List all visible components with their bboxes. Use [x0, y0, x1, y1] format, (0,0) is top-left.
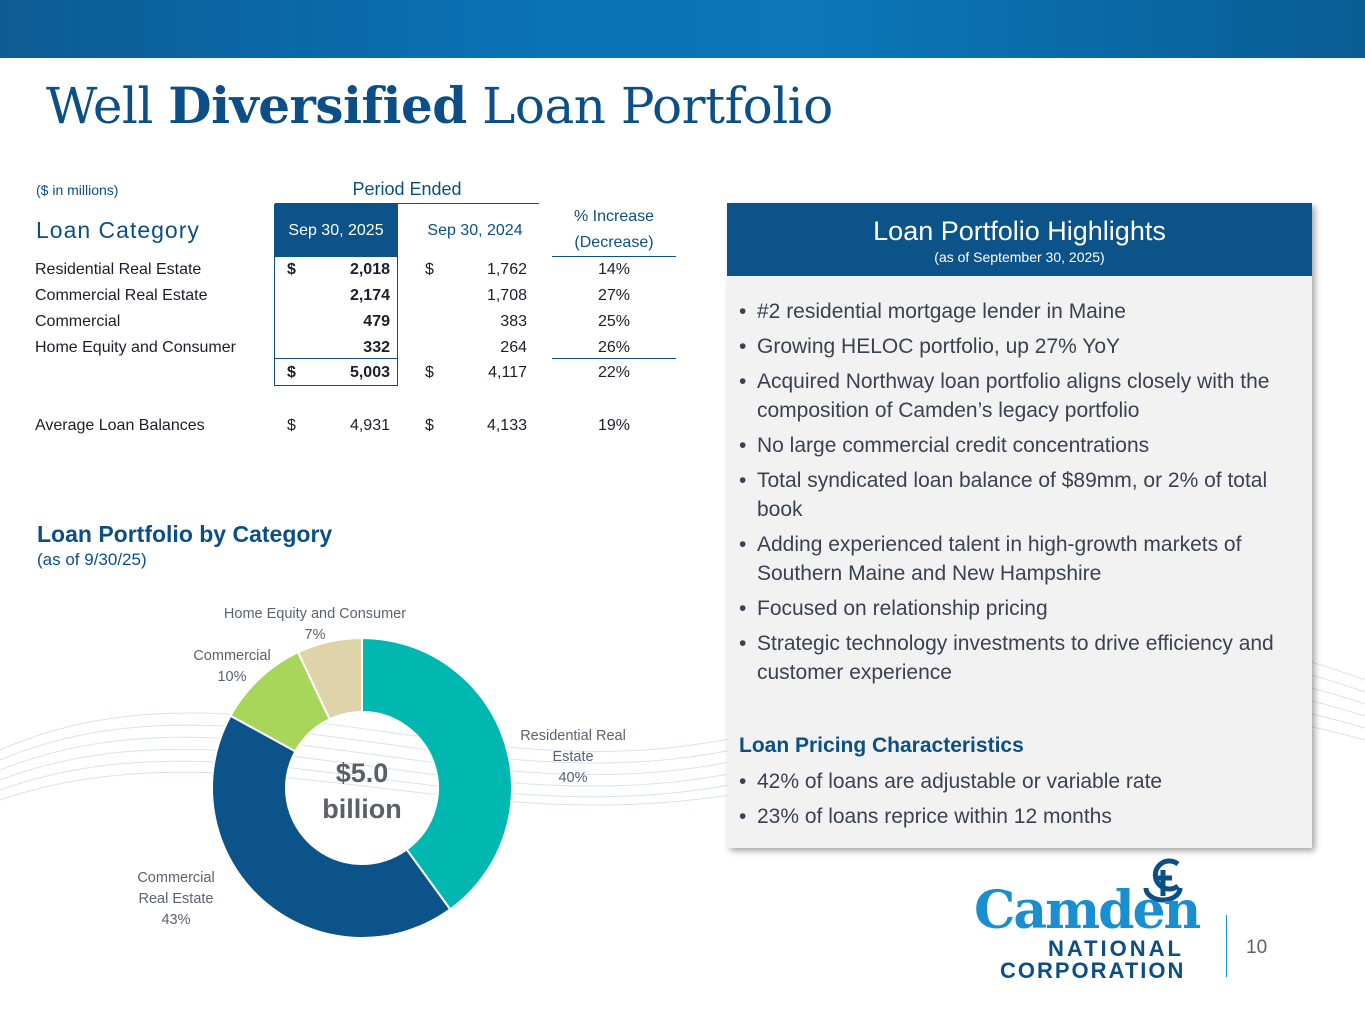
donut-slice-commercial-real-estate	[212, 716, 450, 938]
col-header-2025: Sep 30, 2025	[274, 204, 398, 257]
col-header-2024: Sep 30, 2024	[427, 221, 523, 239]
average-balance-row: Average Loan Balances $ 4,931 $ 4,133 19%	[35, 417, 631, 434]
list-item: • Focused on relationship pricing	[739, 594, 1304, 623]
chart-title: Loan Portfolio by Category	[37, 521, 333, 547]
list-item: • Acquired Northway loan portfolio aligns closely with the composition of Camden’s legacy portfolio	[739, 367, 1304, 425]
page-title: Well Diversified Loan Portfolio	[46, 76, 833, 135]
slice-label: Commercial 10%	[193, 648, 271, 685]
table-row: Home Equity and Consumer 332 264 26%	[35, 339, 631, 356]
period-header: Period Ended	[275, 179, 539, 204]
center-label-line1: $5.0	[335, 758, 389, 788]
highlights-panel	[727, 203, 1312, 848]
slice-label: Commercial Real Estate 43%	[137, 870, 215, 928]
list-item: • 42% of loans are adjustable or variable rate	[739, 767, 1304, 796]
highlights-title: Loan Portfolio Highlights	[873, 216, 1166, 246]
highlights-subtitle: (as of September 30, 2025)	[934, 249, 1105, 265]
list-item: • Strategic technology investments to drive efficiency and customer experience	[739, 629, 1304, 687]
table-row: Commercial Real Estate 2,174 1,708 27%	[35, 287, 631, 304]
list-item: • Total syndicated loan balance of $89mm, or 2% of total book	[739, 466, 1304, 524]
highlights-header	[727, 203, 1312, 276]
footer-divider	[1226, 915, 1227, 977]
col-header-change: % Increase (Decrease)	[552, 204, 676, 257]
pricing-list	[739, 767, 1304, 837]
list-item: • Adding experienced talent in high-growth markets of Southern Maine and New Hampshire	[739, 530, 1304, 588]
slice-label: Home Equity and Consumer 7%	[223, 606, 407, 643]
units-note: ($ in millions)	[36, 182, 119, 198]
center-label-line2: billion	[322, 794, 402, 824]
highlights-list	[739, 297, 1304, 693]
table-row: Residential Real Estate $ 2,018 $ 1,762 14%	[35, 261, 631, 278]
slice-label: Residential Real Estate 40%	[520, 728, 626, 786]
total-divider	[274, 358, 398, 359]
total-divider	[552, 358, 676, 359]
pricing-title: Loan Pricing Characteristics	[739, 734, 1024, 757]
table-row: Commercial 479 383 25%	[35, 313, 631, 330]
logo-wordmark: Camden	[974, 880, 1200, 941]
category-header: Loan Category	[36, 217, 200, 243]
donut-chart	[137, 590, 650, 990]
list-item: • No large commercial credit concentrations	[739, 431, 1304, 460]
page-number: 10	[1246, 937, 1268, 958]
logo-line-corporation: CORPORATION	[1000, 958, 1186, 983]
top-banner	[0, 0, 1365, 58]
list-item: • #2 residential mortgage lender in Maine	[739, 297, 1304, 326]
logo-line-national: NATIONAL	[1047, 936, 1184, 961]
total-row: $ 5,003 $ 4,117 22%	[287, 364, 631, 381]
chart-subtitle: (as of 9/30/25)	[37, 550, 147, 569]
list-item: • Growing HELOC portfolio, up 27% YoY	[739, 332, 1304, 361]
list-item: • 23% of loans reprice within 12 months	[739, 802, 1304, 831]
